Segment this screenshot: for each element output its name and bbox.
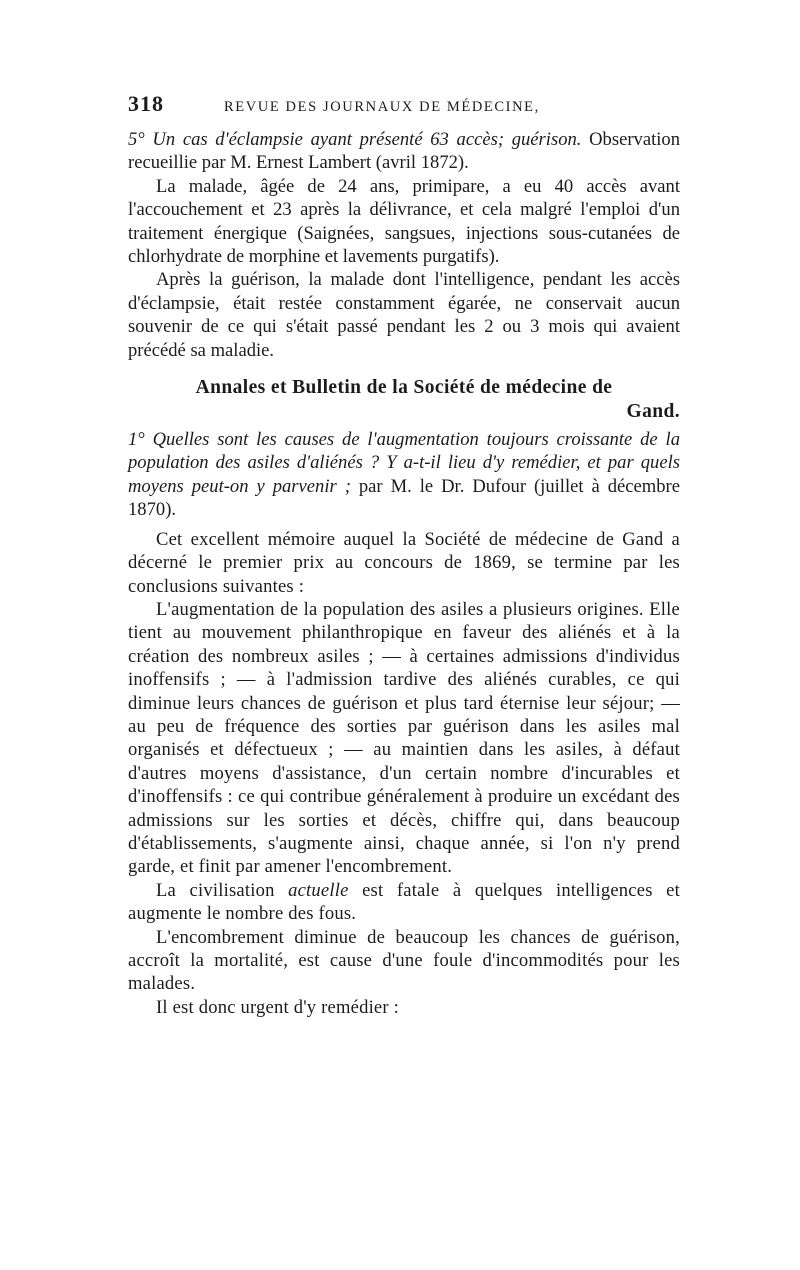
text-run: est fatale à quelques intelligences et augmente le nombre des fous. [128,879,680,925]
paragraph: L'augmentation de la population des asiles a plusieurs origines. Elle tient au mouvement philanthropique en faveur des aliénés et à la création des nombreux asiles ; — à certaines admissions d'individus inoffensifs ; — à l'admission tardive des aliénés curables, ce qui diminue leurs chances de guérison et plus tard éternise leur séjour; — au peu de fréquence des sorties par guérison dans les asiles mal organisés et défectueux ; — au maintien dans les asiles, à défaut d'autres moyens d'assistance, d'un certain nombre d'incurables et d'inoffensifs : ce qui contribue généralement à produire un excédant des admissions sur les sorties et décès, chiffre qui, dans beaucoup d'établissements, s'augmente ainsi, chaque année, si l'on n'y prend garde, et finit par amener l'encombrement. [128,598,680,878]
paragraph [128,879,680,926]
text-run: La civilisation [156,879,289,901]
section-heading [128,376,680,424]
paragraph: L'encombrement diminue de beaucoup les chances de guérison, accroît la mortalité, est cause d'une foule d'incommodités pour les malades. [128,926,680,995]
running-title: REVUE DES JOURNAUX DE MÉDECINE, [224,99,540,115]
conclusions-block [128,528,680,1020]
paragraph: Après la guérison, la malade dont l'intelligence, pendant les accès d'éclampsie, était restée constamment égarée, ne conservait aucun souvenir de ce qui s'était passé pendant les 2 ou 3 mois qui avaient précédé sa maladie. [128,269,680,361]
paragraph: La malade, âgée de 24 ans, primipare, a eu 40 accès avant l'accouchement et 23 après la délivrance, et cela malgré l'emploi d'un traitement énergique (Saignées, sangsues, injections sous-cutanées de chlorhydrate de morphine et lavements purgatifs). [128,175,680,268]
section-heading-line: Annales et Bulletin de la Société de médecine de [195,377,613,399]
journal-page [128,92,680,1019]
paragraph: Cet excellent mémoire auquel la Société de médecine de Gand a décerné le premier prix au concours de 1869, se termine par les conclusions suivantes : [128,528,680,597]
running-header [128,92,680,126]
article-title-byline: par M. le Dr. Dufour (juillet à décembre 1870). [128,475,680,521]
paragraph: Il est donc urgent d'y remédier : [156,996,399,1018]
emphasis-text: actuelle [288,879,349,901]
article-title-italic: 1° Quelles sont les causes de l'augmentation toujours croissante de la population des asiles d'aliénés ? Y a-t-il lieu d'y remédier, et par quels moyens peut-on y parvenir ; [128,429,680,497]
article-title-eclampsie [128,128,680,175]
article-title-italic: 5° Un cas d'éclampsie ayant présenté 63 accès; guérison. [128,129,582,150]
section-heading-line: Gand. [626,401,680,423]
article-title-byline: Observation recueillie par M. Ernest Lambert (avril 1872). [128,129,681,174]
page-number: 318 [128,91,164,116]
article-title-asiles [128,428,680,522]
